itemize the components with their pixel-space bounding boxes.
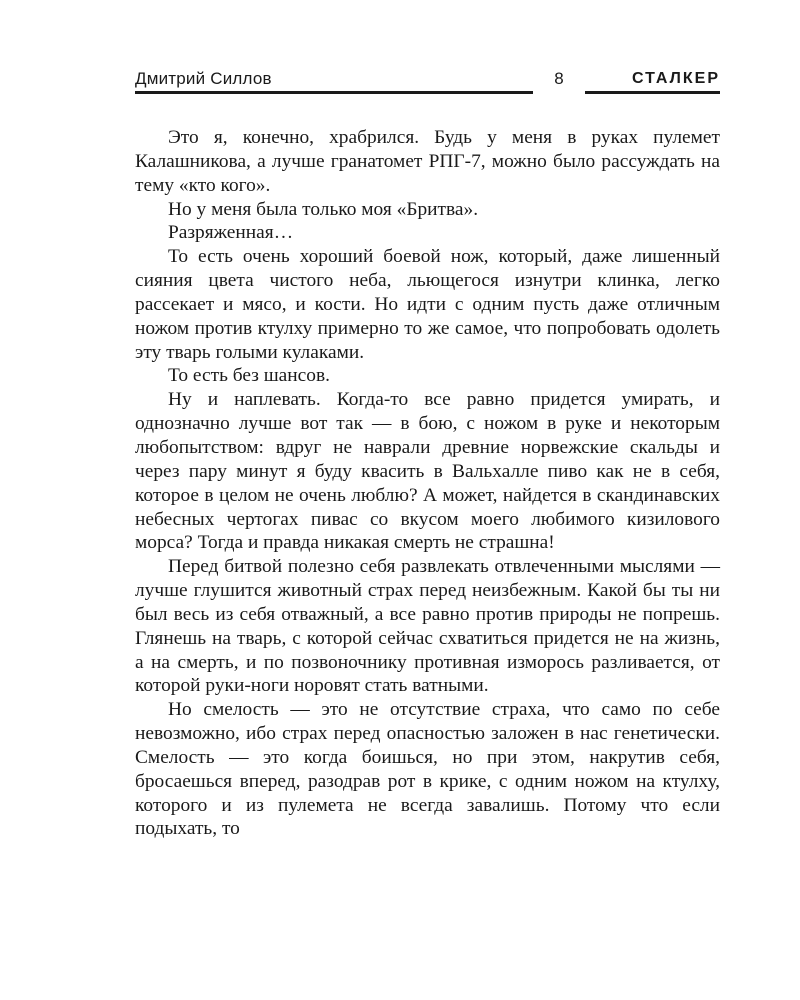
series-title: СТАЛКЕР (585, 68, 720, 94)
paragraph: Ну и наплевать. Когда-то все равно придется умирать, и однозначно лучше вот так — в бою, с ножом в руке и некоторым любопытством: вдруг не наврали древние норвежские скальды и через пару минут я буду квасить в Вальхалле пиво как не в себя, которое в целом не очень люблю? А может, найдется в скандинавских небесных чертогах пивас со вкусом моего любимого кизилового морса? Тогда и правда никакая смерть не страшна! (135, 389, 720, 554)
page-number: 8 (554, 69, 564, 88)
paragraph: Перед битвой полезно себя развлекать отвлеченными мыслями — лучше глушится животный страх перед неизбежным. Какой бы ты ни был весь из себя отважный, а все равно против природы не попрешь. Глянешь на тварь, с которой сейчас схватиться придется не на жизнь, а на смерть, и по позвоночнику противная изморось разливается, от которой руки-ноги норовят стать ватными. (135, 556, 720, 697)
paragraph: Но у меня была только моя «Бритва». (168, 198, 479, 220)
paragraph: Это я, конечно, храбрился. Будь у меня в руках пулемет Калашникова, а лучше гранатомет РПГ-7, можно было рассуждать на тему «кто кого». (135, 127, 720, 196)
running-header (135, 68, 720, 98)
paragraph: То есть без шансов. (168, 365, 330, 387)
paragraph: Но смелость — это не отсутствие страха, что само по себе невозможно, ибо страх перед опасностью заложен в нас генетически. Смелость — это когда боишься, но при этом, накрутив себя, бросаешься вперед, разодрав рот в крике, с одним ножом на ктулху, которого и из пулемета не всегда завалишь. Потому что если подыхать, то (135, 699, 720, 840)
author-name: Дмитрий Силлов (135, 68, 533, 94)
paragraph: Разряженная… (168, 222, 294, 244)
paragraph: То есть очень хороший боевой нож, который, даже лишенный сияния цвета чистого неба, льющегося изнутри клинка, легко рассекает и мясо, и кости. Но идти с одним пусть даже отличным ножом против ктулху примерно то же самое, что попробовать одолеть эту тварь голыми кулаками. (135, 246, 720, 363)
body-text (135, 126, 720, 841)
